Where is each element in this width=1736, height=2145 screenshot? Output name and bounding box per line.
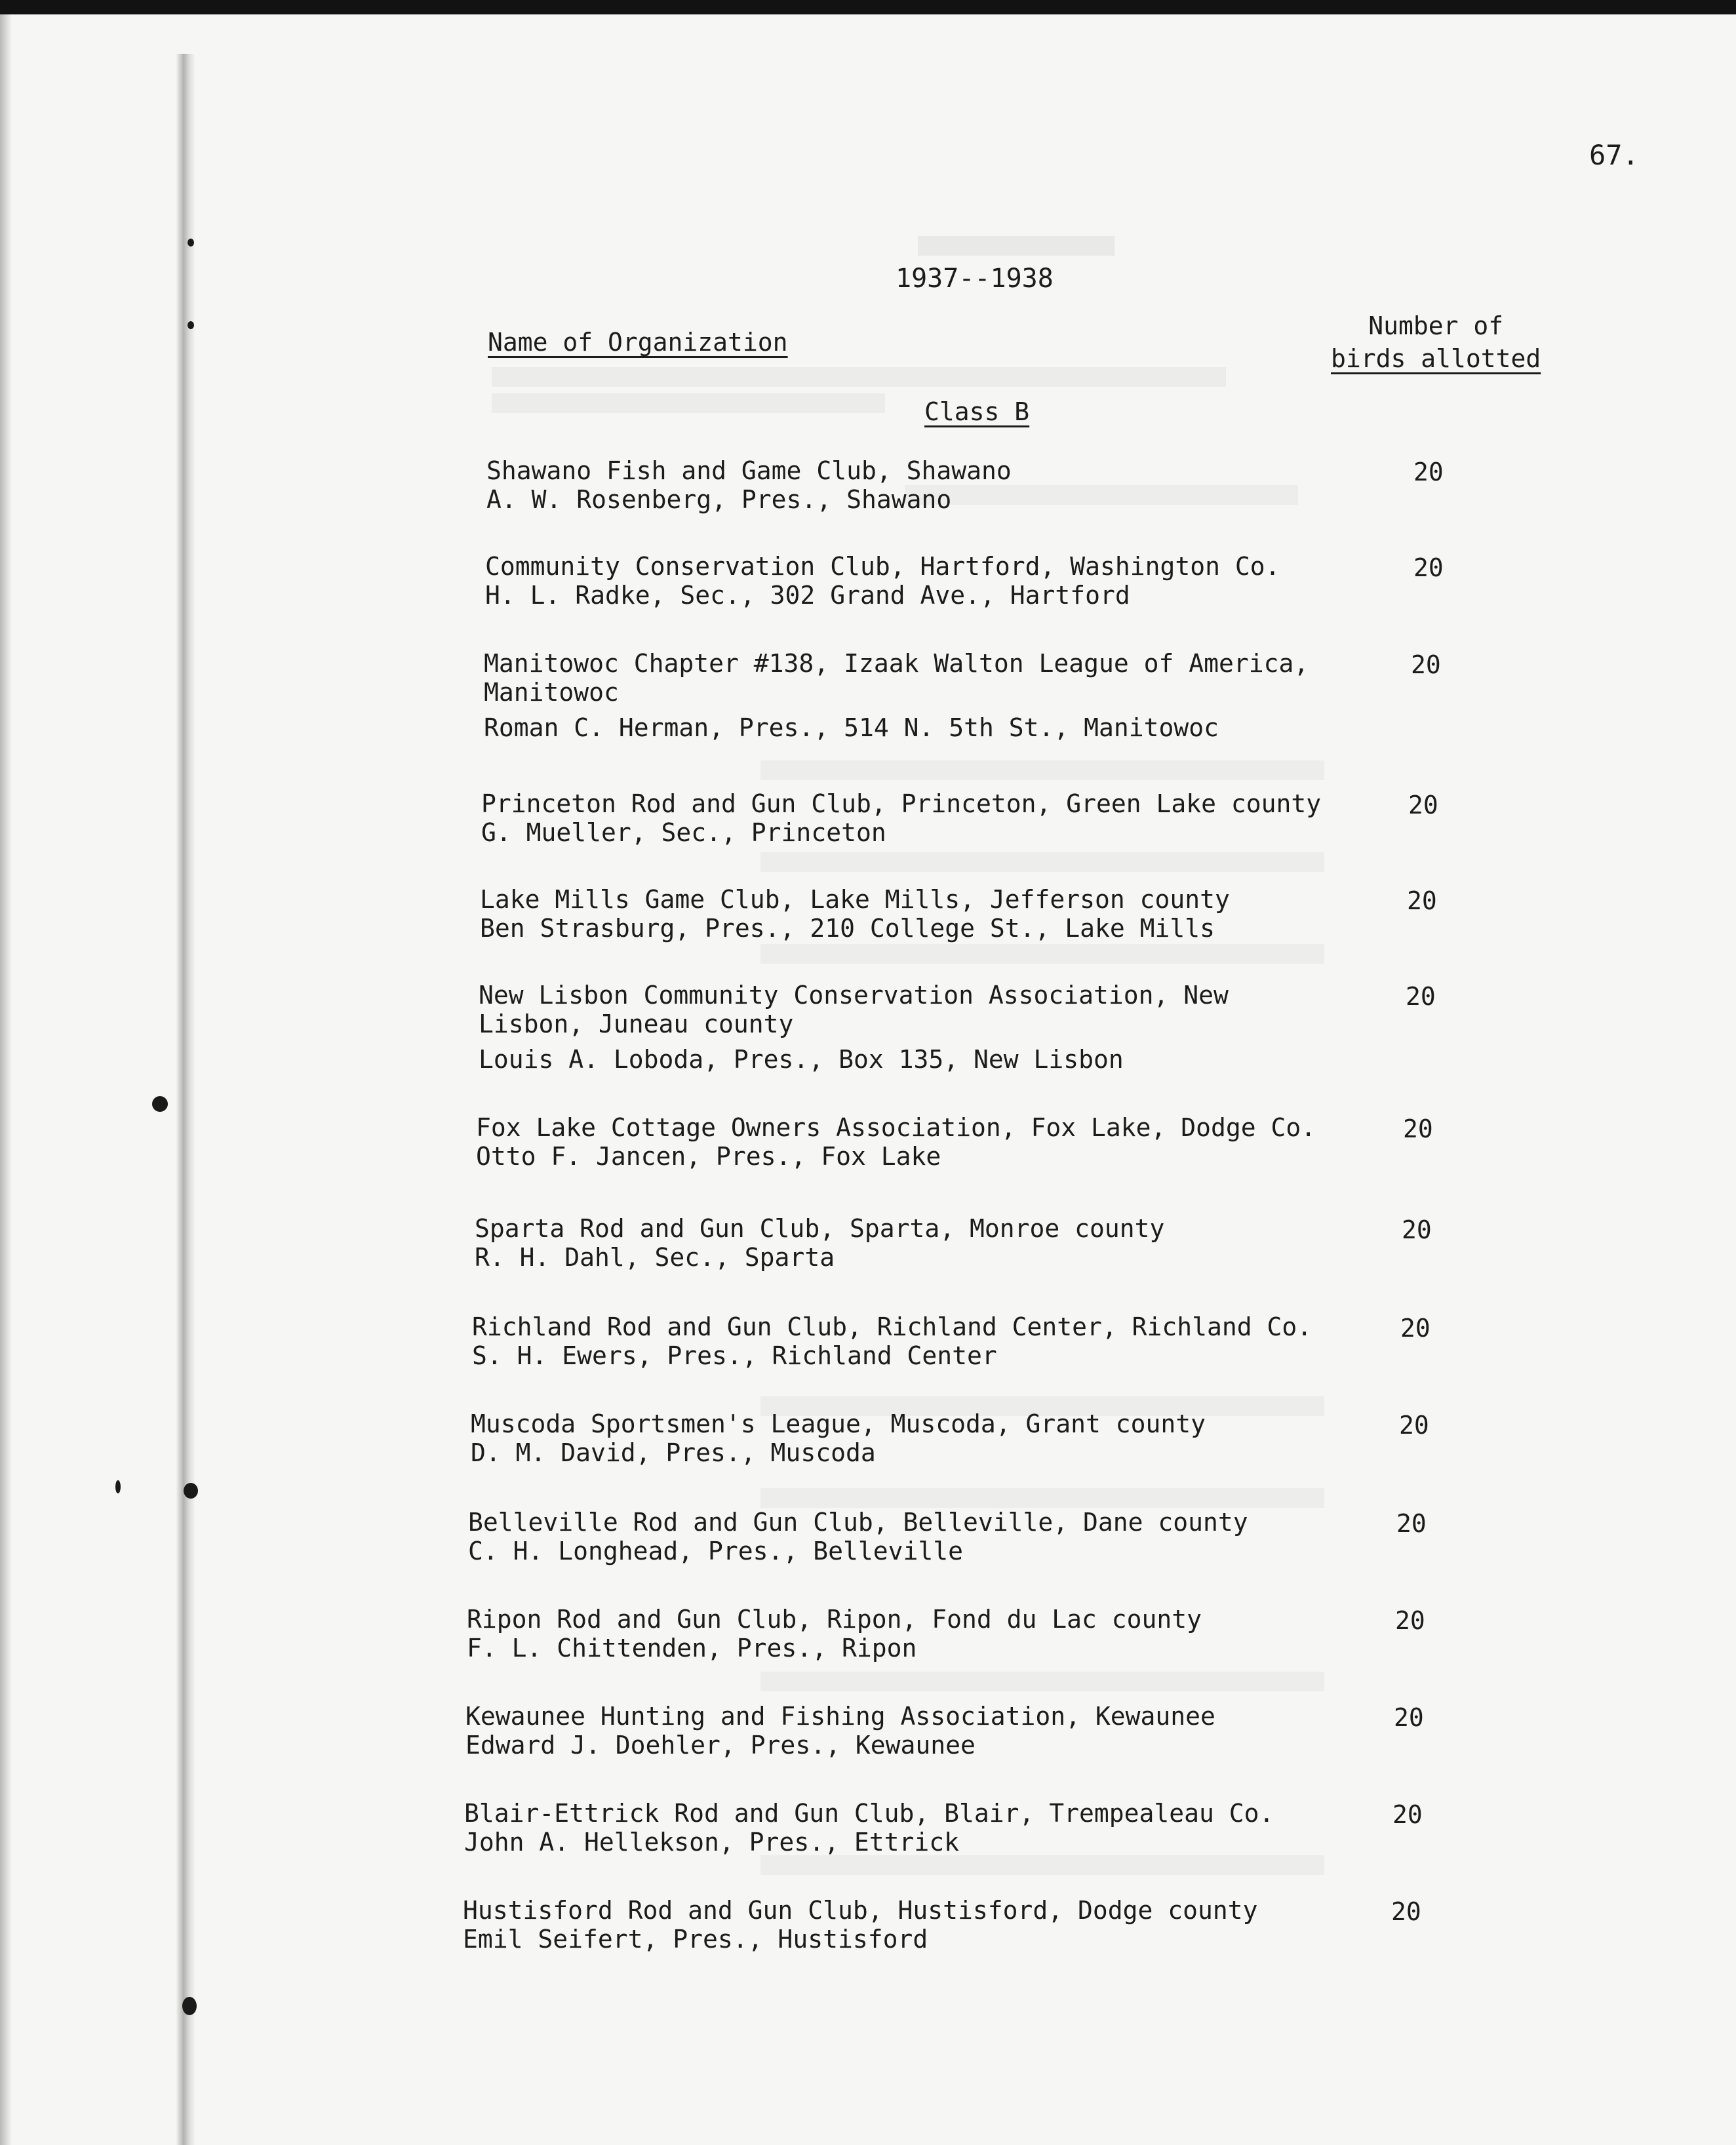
list-item — [471, 1409, 1206, 1467]
birds-allotted-value: 20 — [1402, 1215, 1432, 1244]
binding-hole — [152, 1096, 168, 1112]
document-page — [0, 14, 1736, 2145]
birds-allotted-value: 20 — [1396, 1509, 1427, 1538]
page-title: 1937--1938 — [896, 264, 1054, 294]
list-item — [465, 1702, 1215, 1760]
list-item — [486, 456, 1012, 514]
birds-allotted-value: 20 — [1391, 1897, 1421, 1926]
organization-name: Kewaunee Hunting and Fishing Association, Kewaunee — [465, 1702, 1215, 1731]
birds-allotted-value: 20 — [1411, 650, 1441, 679]
organization-name: Belleville Rod and Gun Club, Belleville, Dane county — [468, 1508, 1248, 1537]
binding-hole — [187, 239, 194, 246]
organization-name: Ripon Rod and Gun Club, Ripon, Fond du Lac county — [467, 1605, 1202, 1634]
list-item — [468, 1508, 1248, 1565]
list-item — [480, 885, 1230, 943]
organization-name: Fox Lake Cottage Owners Association, Fox Lake, Dodge Co. — [476, 1113, 1316, 1142]
organization-name: Princeton Rod and Gun Club, Princeton, Green Lake county — [481, 789, 1322, 818]
list-item — [476, 1113, 1316, 1171]
organization-name: Muscoda Sportsmen's League, Muscoda, Grant county — [471, 1409, 1206, 1438]
birds-allotted-value: 20 — [1413, 458, 1444, 486]
column-header-birds — [1331, 309, 1541, 375]
organization-name: Sparta Rod and Gun Club, Sparta, Monroe county — [475, 1214, 1165, 1243]
birds-allotted-value: 20 — [1395, 1606, 1425, 1635]
page-number: 67. — [1589, 139, 1639, 171]
bleed-through-decoration — [760, 1672, 1324, 1691]
organization-name: Community Conservation Club, Hartford, Washington Co. — [485, 552, 1280, 581]
organization-detail: Edward J. Doehler, Pres., Kewaunee — [465, 1731, 976, 1760]
organization-detail: Manitowoc — [484, 678, 619, 707]
organization-detail: John A. Hellekson, Pres., Ettrick — [464, 1828, 959, 1857]
list-item — [479, 981, 1229, 1074]
organization-detail: D. M. David, Pres., Muscoda — [471, 1438, 876, 1467]
bleed-through-decoration — [760, 944, 1324, 964]
organization-name: Hustisford Rod and Gun Club, Hustisford, Dodge county — [463, 1896, 1258, 1925]
list-item — [464, 1799, 1274, 1857]
list-item — [472, 1312, 1312, 1370]
list-item — [467, 1605, 1202, 1663]
organization-detail: R. H. Dahl, Sec., Sparta — [475, 1243, 835, 1272]
organization-name: Blair-Ettrick Rod and Gun Club, Blair, Trempealeau Co. — [464, 1799, 1274, 1828]
binding-hole — [115, 1480, 121, 1493]
organization-detail: Lisbon, Juneau county — [479, 1010, 794, 1038]
organization-detail: A. W. Rosenberg, Pres., Shawano — [486, 485, 952, 514]
organization-detail: C. H. Longhead, Pres., Belleville — [468, 1537, 963, 1565]
birds-allotted-value: 20 — [1413, 553, 1444, 582]
organization-detail: Otto F. Jancen, Pres., Fox Lake — [476, 1142, 941, 1171]
organization-detail: Roman C. Herman, Pres., 514 N. 5th St., Manitowoc — [484, 713, 1219, 742]
organization-name: Manitowoc Chapter #138, Izaak Walton League of America, — [484, 649, 1309, 678]
binding-hole — [187, 321, 194, 329]
bleed-through-decoration — [492, 393, 885, 413]
organization-detail: H. L. Radke, Sec., 302 Grand Ave., Hartford — [485, 581, 1130, 610]
class-heading: Class B — [924, 397, 1030, 426]
bleed-through-decoration — [492, 367, 1226, 387]
list-item — [484, 649, 1309, 742]
birds-allotted-value: 20 — [1407, 886, 1437, 915]
bleed-through-decoration — [760, 760, 1324, 780]
organization-name: New Lisbon Community Conservation Association, New — [479, 981, 1229, 1010]
column-header-birds-line1: Number of — [1368, 311, 1504, 340]
binding-fold — [176, 54, 195, 2145]
organization-name: Lake Mills Game Club, Lake Mills, Jefferson county — [480, 885, 1230, 914]
birds-allotted-value: 20 — [1394, 1703, 1424, 1732]
bleed-through-decoration — [760, 1488, 1324, 1508]
birds-allotted-value: 20 — [1392, 1800, 1423, 1829]
organization-detail: Ben Strasburg, Pres., 210 College St., Lake Mills — [480, 914, 1215, 943]
bleed-through-decoration — [918, 236, 1115, 256]
birds-allotted-value: 20 — [1399, 1411, 1429, 1440]
birds-allotted-value: 20 — [1408, 791, 1438, 819]
list-item — [481, 789, 1321, 847]
column-header-organization: Name of Organization — [488, 328, 788, 357]
birds-allotted-value: 20 — [1403, 1114, 1433, 1143]
organization-detail: G. Mueller, Sec., Princeton — [481, 818, 886, 847]
list-item — [485, 552, 1280, 610]
organization-detail: Emil Seifert, Pres., Hustisford — [463, 1925, 928, 1954]
organization-detail: Louis A. Loboda, Pres., Box 135, New Lisbon — [479, 1045, 1124, 1074]
birds-allotted-value: 20 — [1406, 982, 1436, 1011]
column-header-birds-line2: birds allotted — [1331, 344, 1541, 373]
organization-name: Shawano Fish and Game Club, Shawano — [486, 456, 1012, 485]
organization-detail: F. L. Chittenden, Pres., Ripon — [467, 1634, 917, 1663]
birds-allotted-value: 20 — [1400, 1314, 1430, 1343]
list-item — [463, 1896, 1258, 1954]
organization-name: Richland Rod and Gun Club, Richland Center, Richland Co. — [472, 1312, 1312, 1341]
organization-detail: S. H. Ewers, Pres., Richland Center — [472, 1341, 997, 1370]
binding-hole — [182, 1997, 197, 2015]
list-item — [475, 1214, 1164, 1272]
bleed-through-decoration — [760, 852, 1324, 872]
page-left-shadow — [0, 14, 12, 2145]
binding-hole — [184, 1483, 198, 1499]
bleed-through-decoration — [760, 1855, 1324, 1875]
